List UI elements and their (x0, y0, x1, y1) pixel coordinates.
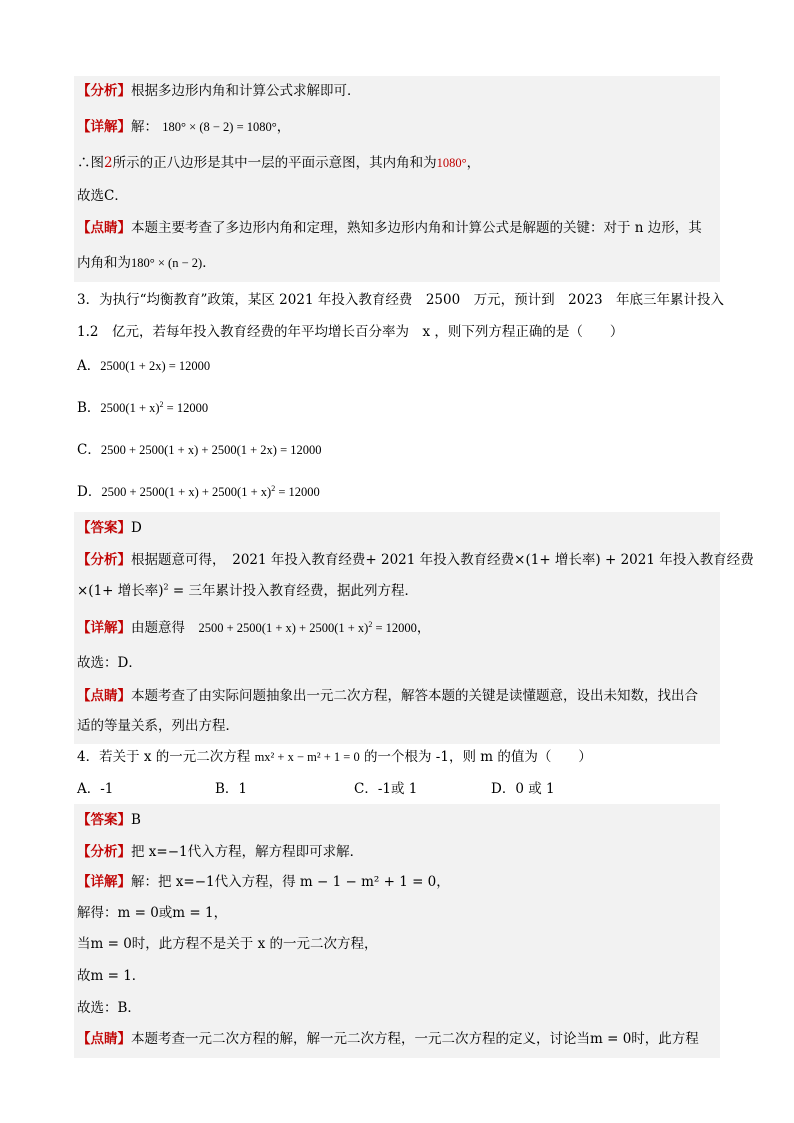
q2-choice: 故选C． (77, 188, 128, 204)
q4-analysis (77, 842, 363, 862)
q2-solution-block (74, 76, 720, 282)
option-b-formula: $2500(1 + x)^2 = 12000$ (100, 399, 209, 415)
q4-when: 当m = 0时，此方程不是关于 x 的一元二次方程， (77, 936, 378, 952)
conclusion-suffix: ， (466, 155, 481, 171)
q2-comment-line-2 (77, 253, 216, 273)
conclusion-mid: 所示的正八边形是其中一层的平面示意图，其内角和为 (112, 155, 437, 171)
comment-tag: 【点睛】 (77, 220, 131, 236)
q4-detail (77, 872, 450, 892)
detail-tag: 【详解】 (77, 620, 131, 636)
q3-comment-line-2: 适的等量关系，列出方程． (77, 718, 239, 734)
detail-suffix: ， (276, 119, 291, 135)
detail-suffix: ， (416, 620, 431, 636)
q4-choice: 故选：B． (77, 1000, 141, 1016)
comment-tag: 【点睛】 (77, 688, 131, 704)
answer-tag: 【答案】 (77, 812, 131, 828)
stem-suffix: 的一个根为 -1，则 m 的值为（ ） (359, 749, 592, 765)
detail-prefix: 解： (131, 119, 158, 135)
stem-prefix: 4．若关于 x 的一元二次方程 (77, 749, 255, 765)
q2-detail (77, 117, 290, 137)
answer-tag: 【答案】 (77, 520, 131, 536)
analysis-text: 根据题意可得， 2021 年投入教育经费+ 2021 年投入教育经费×(1+ 增长率) + 2021 年投入教育经费 (131, 552, 754, 568)
q3-option-c (77, 440, 322, 460)
option-d-formula: $2500 + 2500(1 + x) + 2500(1 + x)^2 = 12000$ (101, 483, 320, 499)
q4-option-c: C．-1或 1 (354, 781, 418, 797)
analysis-text: 根据多边形内角和计算公式求解即可． (131, 83, 361, 99)
stem-equation: mx² + x − m² + 1 = 0 (254, 750, 360, 764)
analysis-tag: 【分析】 (77, 552, 131, 568)
q4-option-a: A．-1 (77, 781, 114, 797)
q2-conclusion (77, 153, 480, 173)
comment-formula: 180° × (n − 2) (131, 256, 203, 270)
option-c-formula: 2500 + 2500(1 + x) + 2500(1 + 2x) = 12000 (100, 443, 322, 457)
q3-comment-line-1 (77, 686, 698, 706)
q2-comment-line-1 (77, 218, 702, 238)
detail-text: 解：把 x=−1代入方程，得 m − 1 − m² + 1 = 0， (131, 874, 450, 890)
q3-stem-line-1: 3．为执行“均衡教育”政策，某区 2021 年投入教育经费 2500 万元，预计到 2023 年底三年累计投入 (77, 292, 725, 308)
q3-answer (77, 518, 142, 538)
q4-comment (77, 1029, 699, 1049)
q3-analysis-line-1 (77, 550, 754, 570)
comment-tag: 【点睛】 (77, 1031, 131, 1047)
q4-stem (77, 747, 592, 767)
q3-option-d (77, 482, 320, 502)
answer-value: B (131, 812, 141, 828)
q4-option-d: D．0 或 1 (491, 781, 555, 797)
detail-prefix: 由题意得 (131, 620, 199, 636)
q3-stem-line-2: 1.2 亿元，若每年投入教育经费的年平均增长百分率为 x ，则下列方程正确的是（ ） (77, 324, 624, 340)
conclusion-value: 1080° (436, 156, 467, 170)
option-b-label: B． (77, 400, 101, 416)
option-a-formula: 2500(1 + 2x) = 12000 (100, 359, 211, 373)
option-c-label: C． (77, 442, 101, 458)
q4-so: 故m = 1． (77, 968, 146, 984)
q3-choice: 故选：D． (77, 655, 142, 671)
q3-option-a (77, 356, 210, 376)
option-d-label: D． (77, 484, 102, 500)
detail-formula: $2500 + 2500(1 + x) + 2500(1 + x)^2 = 12000$ (198, 619, 417, 635)
option-a-label: A． (77, 358, 101, 374)
q4-answer (77, 810, 141, 830)
q3-detail (77, 618, 430, 638)
analysis-tag: 【分析】 (77, 83, 131, 99)
q2-analysis (77, 81, 361, 101)
analysis-exponent: 2 (163, 582, 169, 592)
comment-text: 本题考查了由实际问题抽象出一元二次方程，解答本题的关键是读懂题意，设出未知数，找出合 (131, 688, 698, 704)
comment-text: 本题考查一元二次方程的解，解一元二次方程，一元二次方程的定义，讨论当m = 0时，此方程 (131, 1031, 699, 1047)
q3-analysis-line-2 (77, 581, 418, 601)
q4-solve: 解得：m = 0或m = 1， (77, 905, 228, 921)
analysis-cont: ×(1+ 增长率) (77, 583, 164, 599)
conclusion-prefix: ∴图 (77, 155, 104, 171)
comment-prefix: 内角和为 (77, 255, 131, 271)
analysis-cont-end: = 三年累计投入教育经费，据此列方程． (168, 583, 419, 599)
q3-option-b (77, 398, 208, 418)
detail-tag: 【详解】 (77, 119, 131, 135)
detail-formula: 180° × (8 − 2) = 1080° (162, 120, 277, 134)
figure-number: 2 (104, 155, 113, 171)
comment-text: 本题主要考查了多边形内角和定理，熟知多边形内角和计算公式是解题的关键：对于 n 边形，其 (131, 220, 702, 236)
detail-tag: 【详解】 (77, 874, 131, 890)
answer-value: D (131, 520, 142, 536)
analysis-text: 把 x=−1代入方程，解方程即可求解． (131, 844, 364, 860)
q4-option-b: B．1 (215, 781, 248, 797)
analysis-tag: 【分析】 (77, 844, 131, 860)
comment-suffix: ． (202, 255, 216, 271)
